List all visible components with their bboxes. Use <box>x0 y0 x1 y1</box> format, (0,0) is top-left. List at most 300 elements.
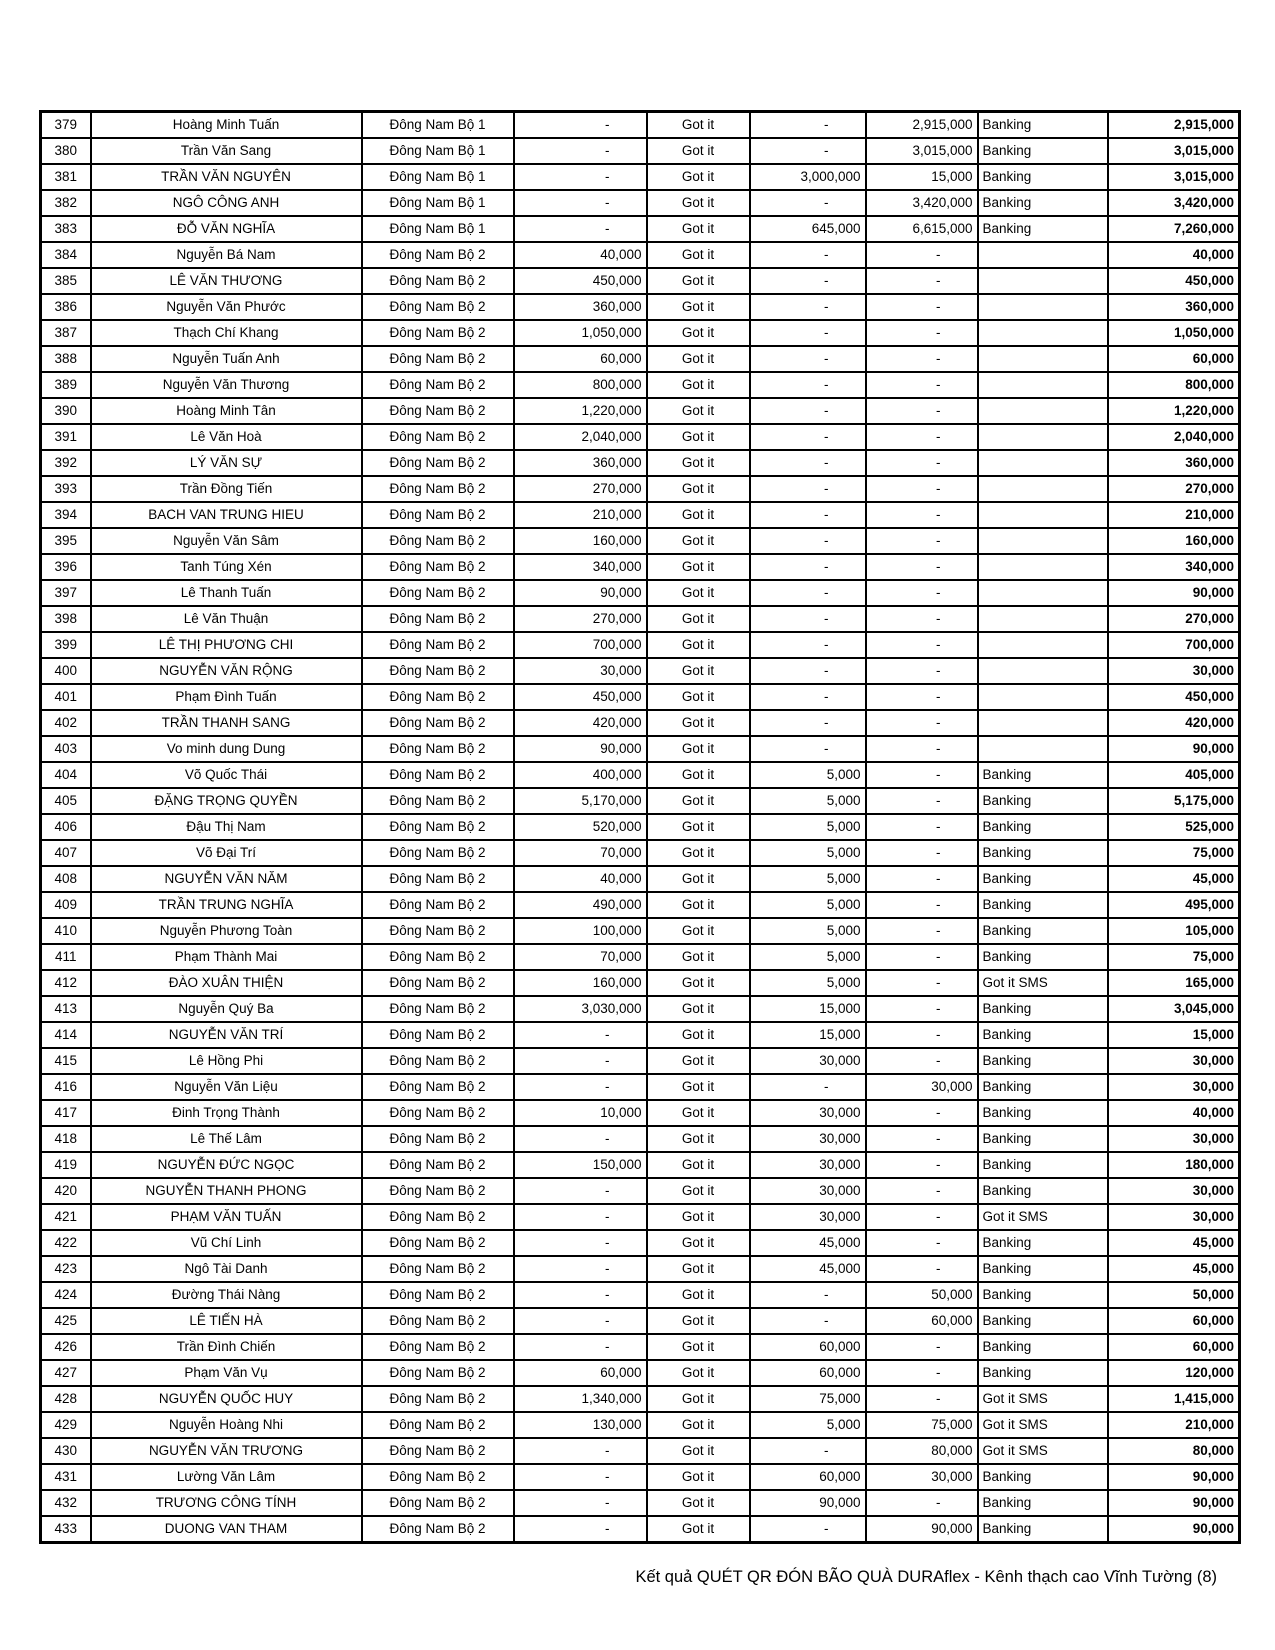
cell-name: NGÔ CÔNG ANH <box>91 190 362 216</box>
cell-amount-a: - <box>514 1178 647 1204</box>
cell-name: DUONG VAN THAM <box>91 1516 362 1543</box>
table-row <box>41 1516 1240 1543</box>
cell-region: Đông Nam Bộ 2 <box>362 944 514 970</box>
cell-index: 428 <box>41 1386 91 1412</box>
cell-amount-b: - <box>750 684 866 710</box>
cell-region: Đông Nam Bộ 2 <box>362 710 514 736</box>
cell-index: 430 <box>41 1438 91 1464</box>
cell-status: Got it <box>647 1308 750 1334</box>
cell-name: ĐỖ VĂN NGHĨA <box>91 216 362 242</box>
cell-payment-method <box>978 372 1108 398</box>
cell-name: NGUYỄN QUỐC HUY <box>91 1386 362 1412</box>
cell-amount-b: - <box>750 346 866 372</box>
cell-amount-a: 5,170,000 <box>514 788 647 814</box>
cell-total: 420,000 <box>1108 710 1240 736</box>
cell-amount-a: - <box>514 112 647 139</box>
cell-index: 400 <box>41 658 91 684</box>
cell-index: 411 <box>41 944 91 970</box>
cell-index: 386 <box>41 294 91 320</box>
cell-status: Got it <box>647 1048 750 1074</box>
table-row <box>41 788 1240 814</box>
cell-payment-method: Got it SMS <box>978 1386 1108 1412</box>
cell-total: 2,040,000 <box>1108 424 1240 450</box>
cell-amount-c: - <box>866 918 978 944</box>
cell-amount-a: 60,000 <box>514 346 647 372</box>
table-row <box>41 1438 1240 1464</box>
cell-region: Đông Nam Bộ 2 <box>362 1048 514 1074</box>
cell-status: Got it <box>647 242 750 268</box>
table-row <box>41 554 1240 580</box>
cell-amount-c: - <box>866 398 978 424</box>
cell-name: Ngô Tài Danh <box>91 1256 362 1282</box>
cell-name: LÝ VĂN SỰ <box>91 450 362 476</box>
cell-index: 412 <box>41 970 91 996</box>
cell-index: 409 <box>41 892 91 918</box>
cell-region: Đông Nam Bộ 2 <box>362 684 514 710</box>
cell-amount-c: - <box>866 1100 978 1126</box>
cell-amount-c: - <box>866 1256 978 1282</box>
cell-amount-c: - <box>866 502 978 528</box>
cell-amount-c: 30,000 <box>866 1464 978 1490</box>
cell-amount-a: 10,000 <box>514 1100 647 1126</box>
cell-index: 382 <box>41 190 91 216</box>
cell-amount-a: 360,000 <box>514 450 647 476</box>
cell-amount-c: - <box>866 710 978 736</box>
cell-status: Got it <box>647 476 750 502</box>
cell-amount-c: 60,000 <box>866 1308 978 1334</box>
table-row <box>41 1074 1240 1100</box>
cell-amount-a: - <box>514 1490 647 1516</box>
cell-amount-c: - <box>866 528 978 554</box>
cell-amount-a: 70,000 <box>514 944 647 970</box>
cell-region: Đông Nam Bộ 2 <box>362 424 514 450</box>
cell-status: Got it <box>647 684 750 710</box>
cell-payment-method <box>978 268 1108 294</box>
cell-amount-b: - <box>750 242 866 268</box>
cell-name: Võ Quốc Thái <box>91 762 362 788</box>
cell-total: 495,000 <box>1108 892 1240 918</box>
cell-index: 423 <box>41 1256 91 1282</box>
cell-amount-a: 40,000 <box>514 866 647 892</box>
cell-amount-c: - <box>866 242 978 268</box>
cell-total: 340,000 <box>1108 554 1240 580</box>
cell-index: 392 <box>41 450 91 476</box>
cell-amount-c: - <box>866 840 978 866</box>
cell-name: TRẦN THANH SANG <box>91 710 362 736</box>
cell-amount-b: - <box>750 736 866 762</box>
table-row <box>41 268 1240 294</box>
cell-payment-method: Banking <box>978 1464 1108 1490</box>
cell-amount-c: - <box>866 1022 978 1048</box>
cell-name: BACH VAN TRUNG HIEU <box>91 502 362 528</box>
cell-amount-b: - <box>750 1308 866 1334</box>
cell-total: 270,000 <box>1108 476 1240 502</box>
cell-total: 525,000 <box>1108 814 1240 840</box>
cell-region: Đông Nam Bộ 2 <box>362 762 514 788</box>
cell-amount-a: 800,000 <box>514 372 647 398</box>
table-row <box>41 424 1240 450</box>
cell-amount-b: - <box>750 658 866 684</box>
cell-amount-b: 60,000 <box>750 1464 866 1490</box>
cell-name: Nguyễn Quý Ba <box>91 996 362 1022</box>
cell-index: 431 <box>41 1464 91 1490</box>
cell-amount-b: 45,000 <box>750 1230 866 1256</box>
table-row <box>41 112 1240 139</box>
cell-amount-b: 30,000 <box>750 1204 866 1230</box>
cell-index: 422 <box>41 1230 91 1256</box>
cell-amount-a: 70,000 <box>514 840 647 866</box>
cell-total: 160,000 <box>1108 528 1240 554</box>
cell-amount-c: 75,000 <box>866 1412 978 1438</box>
cell-amount-b: - <box>750 320 866 346</box>
cell-index: 383 <box>41 216 91 242</box>
cell-index: 401 <box>41 684 91 710</box>
cell-status: Got it <box>647 866 750 892</box>
cell-amount-b: - <box>750 268 866 294</box>
cell-region: Đông Nam Bộ 2 <box>362 528 514 554</box>
cell-amount-b: 5,000 <box>750 788 866 814</box>
table-row <box>41 1386 1240 1412</box>
cell-payment-method: Banking <box>978 1074 1108 1100</box>
cell-index: 388 <box>41 346 91 372</box>
cell-amount-a: 270,000 <box>514 476 647 502</box>
cell-total: 1,220,000 <box>1108 398 1240 424</box>
cell-amount-b: - <box>750 632 866 658</box>
cell-status: Got it <box>647 216 750 242</box>
cell-name: Phạm Văn Vụ <box>91 1360 362 1386</box>
cell-index: 397 <box>41 580 91 606</box>
cell-name: Phạm Đình Tuấn <box>91 684 362 710</box>
cell-amount-a: 100,000 <box>514 918 647 944</box>
cell-name: Võ Đại Trí <box>91 840 362 866</box>
cell-total: 60,000 <box>1108 1308 1240 1334</box>
cell-total: 7,260,000 <box>1108 216 1240 242</box>
cell-amount-b: 30,000 <box>750 1100 866 1126</box>
cell-status: Got it <box>647 1360 750 1386</box>
cell-amount-a: 450,000 <box>514 268 647 294</box>
cell-amount-a: 1,050,000 <box>514 320 647 346</box>
cell-name: LÊ VĂN THƯƠNG <box>91 268 362 294</box>
cell-name: TRẦN TRUNG NGHĨA <box>91 892 362 918</box>
cell-amount-b: 5,000 <box>750 892 866 918</box>
cell-region: Đông Nam Bộ 1 <box>362 216 514 242</box>
cell-index: 391 <box>41 424 91 450</box>
cell-status: Got it <box>647 788 750 814</box>
cell-status: Got it <box>647 346 750 372</box>
cell-name: Trần Văn Sang <box>91 138 362 164</box>
cell-region: Đông Nam Bộ 2 <box>362 1438 514 1464</box>
cell-index: 433 <box>41 1516 91 1543</box>
table-row <box>41 1230 1240 1256</box>
cell-index: 421 <box>41 1204 91 1230</box>
cell-name: PHẠM VĂN TUẤN <box>91 1204 362 1230</box>
cell-payment-method: Banking <box>978 164 1108 190</box>
cell-total: 30,000 <box>1108 1048 1240 1074</box>
cell-amount-b: 30,000 <box>750 1152 866 1178</box>
table-row <box>41 1412 1240 1438</box>
cell-index: 393 <box>41 476 91 502</box>
cell-region: Đông Nam Bộ 2 <box>362 1152 514 1178</box>
cell-status: Got it <box>647 554 750 580</box>
cell-payment-method <box>978 294 1108 320</box>
cell-index: 403 <box>41 736 91 762</box>
cell-region: Đông Nam Bộ 2 <box>362 320 514 346</box>
cell-payment-method: Banking <box>978 1282 1108 1308</box>
table-row <box>41 658 1240 684</box>
cell-total: 90,000 <box>1108 736 1240 762</box>
cell-amount-a: 340,000 <box>514 554 647 580</box>
cell-amount-b: 30,000 <box>750 1178 866 1204</box>
cell-region: Đông Nam Bộ 2 <box>362 1256 514 1282</box>
cell-amount-b: 60,000 <box>750 1360 866 1386</box>
cell-total: 90,000 <box>1108 1490 1240 1516</box>
table-row <box>41 840 1240 866</box>
cell-total: 120,000 <box>1108 1360 1240 1386</box>
cell-payment-method <box>978 502 1108 528</box>
cell-amount-b: 15,000 <box>750 996 866 1022</box>
cell-name: Nguyễn Phương Toàn <box>91 918 362 944</box>
cell-amount-c: - <box>866 944 978 970</box>
cell-status: Got it <box>647 996 750 1022</box>
cell-total: 450,000 <box>1108 684 1240 710</box>
cell-name: NGUYỄN VĂN NĂM <box>91 866 362 892</box>
cell-region: Đông Nam Bộ 2 <box>362 1334 514 1360</box>
cell-amount-a: - <box>514 1230 647 1256</box>
cell-index: 410 <box>41 918 91 944</box>
cell-region: Đông Nam Bộ 2 <box>362 658 514 684</box>
cell-index: 385 <box>41 268 91 294</box>
cell-amount-a: 700,000 <box>514 632 647 658</box>
cell-status: Got it <box>647 1256 750 1282</box>
cell-amount-b: 5,000 <box>750 1412 866 1438</box>
cell-payment-method: Banking <box>978 138 1108 164</box>
cell-payment-method <box>978 736 1108 762</box>
cell-status: Got it <box>647 1074 750 1100</box>
cell-payment-method: Banking <box>978 762 1108 788</box>
cell-amount-a: 420,000 <box>514 710 647 736</box>
cell-index: 432 <box>41 1490 91 1516</box>
cell-payment-method <box>978 632 1108 658</box>
cell-region: Đông Nam Bộ 2 <box>362 606 514 632</box>
cell-region: Đông Nam Bộ 2 <box>362 1100 514 1126</box>
cell-payment-method: Banking <box>978 1360 1108 1386</box>
cell-payment-method <box>978 580 1108 606</box>
cell-status: Got it <box>647 1516 750 1543</box>
cell-amount-c: - <box>866 1126 978 1152</box>
cell-name: Nguyễn Bá Nam <box>91 242 362 268</box>
cell-total: 90,000 <box>1108 1516 1240 1543</box>
cell-index: 417 <box>41 1100 91 1126</box>
cell-region: Đông Nam Bộ 2 <box>362 1308 514 1334</box>
cell-payment-method: Banking <box>978 1308 1108 1334</box>
cell-status: Got it <box>647 918 750 944</box>
cell-index: 429 <box>41 1412 91 1438</box>
table-row <box>41 970 1240 996</box>
cell-amount-a: 1,340,000 <box>514 1386 647 1412</box>
cell-index: 380 <box>41 138 91 164</box>
cell-total: 80,000 <box>1108 1438 1240 1464</box>
cell-amount-c: - <box>866 684 978 710</box>
cell-name: Nguyễn Văn Thương <box>91 372 362 398</box>
cell-amount-a: 40,000 <box>514 242 647 268</box>
cell-amount-c: - <box>866 1048 978 1074</box>
cell-region: Đông Nam Bộ 2 <box>362 554 514 580</box>
cell-total: 60,000 <box>1108 346 1240 372</box>
cell-amount-c: - <box>866 606 978 632</box>
cell-amount-c: - <box>866 632 978 658</box>
cell-amount-c: 50,000 <box>866 1282 978 1308</box>
cell-name: Tanh Túng Xén <box>91 554 362 580</box>
cell-region: Đông Nam Bộ 2 <box>362 1282 514 1308</box>
cell-payment-method: Got it SMS <box>978 1412 1108 1438</box>
table-row <box>41 216 1240 242</box>
cell-total: 405,000 <box>1108 762 1240 788</box>
cell-amount-b: - <box>750 190 866 216</box>
cell-amount-b: 75,000 <box>750 1386 866 1412</box>
cell-amount-a: 160,000 <box>514 970 647 996</box>
cell-payment-method: Banking <box>978 788 1108 814</box>
cell-status: Got it <box>647 320 750 346</box>
cell-index: 415 <box>41 1048 91 1074</box>
cell-region: Đông Nam Bộ 2 <box>362 1230 514 1256</box>
page-footer-caption: Kết quả QUÉT QR ĐÓN BÃO QUÀ DURAflex - Kênh thạch cao Vĩnh Tường (8) <box>635 1568 1217 1586</box>
cell-index: 408 <box>41 866 91 892</box>
cell-payment-method <box>978 606 1108 632</box>
cell-total: 45,000 <box>1108 866 1240 892</box>
cell-region: Đông Nam Bộ 2 <box>362 1074 514 1100</box>
cell-status: Got it <box>647 1178 750 1204</box>
cell-amount-c: - <box>866 866 978 892</box>
table-row <box>41 294 1240 320</box>
cell-name: Lê Thế Lâm <box>91 1126 362 1152</box>
cell-index: 399 <box>41 632 91 658</box>
cell-index: 427 <box>41 1360 91 1386</box>
cell-index: 425 <box>41 1308 91 1334</box>
cell-amount-c: - <box>866 580 978 606</box>
cell-payment-method: Got it SMS <box>978 1438 1108 1464</box>
table-row <box>41 1100 1240 1126</box>
cell-name: Lê Hồng Phi <box>91 1048 362 1074</box>
cell-payment-method: Banking <box>978 112 1108 139</box>
cell-payment-method: Banking <box>978 918 1108 944</box>
cell-amount-a: - <box>514 1022 647 1048</box>
cell-total: 180,000 <box>1108 1152 1240 1178</box>
cell-name: Trần Đình Chiến <box>91 1334 362 1360</box>
cell-amount-c: - <box>866 372 978 398</box>
table-row <box>41 1048 1240 1074</box>
cell-payment-method <box>978 528 1108 554</box>
cell-name: Phạm Thành Mai <box>91 944 362 970</box>
cell-status: Got it <box>647 424 750 450</box>
cell-index: 407 <box>41 840 91 866</box>
table-row <box>41 944 1240 970</box>
table-row <box>41 1126 1240 1152</box>
cell-region: Đông Nam Bộ 2 <box>362 502 514 528</box>
cell-index: 390 <box>41 398 91 424</box>
cell-total: 40,000 <box>1108 242 1240 268</box>
cell-amount-c: - <box>866 554 978 580</box>
cell-amount-b: - <box>750 554 866 580</box>
cell-amount-c: 80,000 <box>866 1438 978 1464</box>
cell-amount-b: 645,000 <box>750 216 866 242</box>
cell-amount-a: 490,000 <box>514 892 647 918</box>
cell-amount-a: 60,000 <box>514 1360 647 1386</box>
table-row <box>41 1334 1240 1360</box>
cell-total: 270,000 <box>1108 606 1240 632</box>
cell-payment-method: Banking <box>978 1048 1108 1074</box>
cell-amount-a: 160,000 <box>514 528 647 554</box>
table-row <box>41 736 1240 762</box>
cell-payment-method <box>978 554 1108 580</box>
cell-total: 30,000 <box>1108 1074 1240 1100</box>
cell-index: 405 <box>41 788 91 814</box>
cell-amount-a: - <box>514 1438 647 1464</box>
cell-amount-a: 2,040,000 <box>514 424 647 450</box>
cell-payment-method: Banking <box>978 1022 1108 1048</box>
cell-name: Thạch Chí Khang <box>91 320 362 346</box>
cell-index: 420 <box>41 1178 91 1204</box>
cell-amount-b: 15,000 <box>750 1022 866 1048</box>
cell-payment-method: Got it SMS <box>978 1204 1108 1230</box>
cell-payment-method <box>978 346 1108 372</box>
cell-region: Đông Nam Bộ 2 <box>362 1178 514 1204</box>
cell-payment-method: Banking <box>978 1490 1108 1516</box>
table-row <box>41 892 1240 918</box>
cell-status: Got it <box>647 190 750 216</box>
cell-region: Đông Nam Bộ 2 <box>362 866 514 892</box>
table-row <box>41 138 1240 164</box>
cell-status: Got it <box>647 762 750 788</box>
cell-region: Đông Nam Bộ 2 <box>362 1412 514 1438</box>
table-row <box>41 918 1240 944</box>
table-row <box>41 1152 1240 1178</box>
cell-name: Hoàng Minh Tuấn <box>91 112 362 139</box>
cell-status: Got it <box>647 632 750 658</box>
cell-total: 1,415,000 <box>1108 1386 1240 1412</box>
cell-amount-a: - <box>514 1516 647 1543</box>
cell-amount-a: - <box>514 1256 647 1282</box>
cell-amount-b: - <box>750 372 866 398</box>
cell-region: Đông Nam Bộ 2 <box>362 632 514 658</box>
cell-name: NGUYỄN ĐỨC NGỌC <box>91 1152 362 1178</box>
cell-amount-a: - <box>514 1308 647 1334</box>
cell-payment-method: Banking <box>978 1100 1108 1126</box>
cell-payment-method: Banking <box>978 1178 1108 1204</box>
table-row <box>41 190 1240 216</box>
cell-amount-b: - <box>750 1282 866 1308</box>
cell-amount-c: - <box>866 1230 978 1256</box>
cell-total: 800,000 <box>1108 372 1240 398</box>
cell-status: Got it <box>647 840 750 866</box>
cell-amount-c: - <box>866 1152 978 1178</box>
cell-region: Đông Nam Bộ 1 <box>362 190 514 216</box>
cell-amount-b: - <box>750 502 866 528</box>
table-row <box>41 580 1240 606</box>
cell-status: Got it <box>647 450 750 476</box>
cell-amount-b: - <box>750 1516 866 1543</box>
cell-payment-method <box>978 710 1108 736</box>
cell-region: Đông Nam Bộ 2 <box>362 892 514 918</box>
cell-amount-a: - <box>514 1334 647 1360</box>
table-row <box>41 242 1240 268</box>
cell-region: Đông Nam Bộ 2 <box>362 1022 514 1048</box>
cell-payment-method: Banking <box>978 216 1108 242</box>
table-row <box>41 684 1240 710</box>
cell-amount-c: - <box>866 658 978 684</box>
cell-amount-b: - <box>750 528 866 554</box>
cell-amount-b: - <box>750 112 866 139</box>
cell-name: Lường Văn Lâm <box>91 1464 362 1490</box>
